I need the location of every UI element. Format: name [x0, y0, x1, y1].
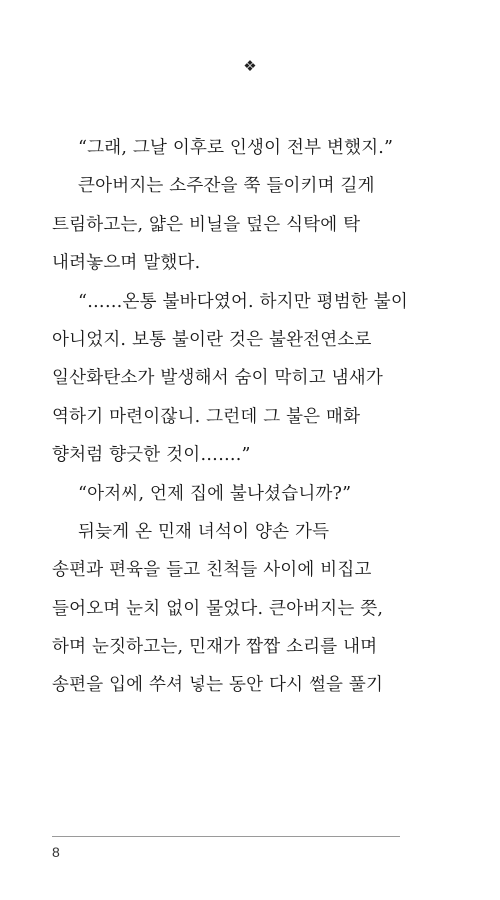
body-text	[52, 129, 432, 705]
text-line: 일산화탄소가 발생해서 숨이 막히고 냄새가	[52, 368, 383, 389]
text-line: 들어오며 눈치 없이 물었다. 큰아버지는 쯧,	[52, 598, 384, 619]
text-line: “아저씨, 언제 집에 불나셨습니까?”	[78, 483, 352, 504]
text-line: 큰아버지는 소주잔을 쭉 들이키며 길게	[78, 176, 375, 197]
text-line: 향처럼 향긋한 것이…….”	[52, 445, 251, 466]
text-line: 내려놓으며 말했다.	[52, 253, 201, 274]
page-number: 8	[52, 844, 60, 860]
text-line: “……온통 불바다였어. 하지만 평범한 불이	[78, 291, 408, 312]
section-ornament: ❖	[243, 57, 257, 75]
text-line: 뒤늦게 온 민재 녀석이 양손 가득	[78, 521, 330, 542]
text-line: “그래, 그날 이후로 인생이 전부 변했지.”	[78, 138, 394, 158]
footer-divider	[52, 836, 400, 837]
text-line: 송편과 편육을 들고 친척들 사이에 비집고	[52, 560, 372, 581]
text-line: 아니었지. 보통 불이란 것은 불완전연소로	[52, 329, 372, 350]
text-line: 송편을 입에 쑤셔 넣는 동안 다시 썰을 풀기	[52, 675, 384, 696]
text-line: 트림하고는, 얇은 비닐을 덮은 식탁에 탁	[52, 214, 361, 235]
text-line: 하며 눈짓하고는, 민재가 짭짭 소리를 내며	[52, 637, 378, 658]
text-line: 역하기 마련이잖니. 그런데 그 불은 매화	[52, 406, 361, 427]
